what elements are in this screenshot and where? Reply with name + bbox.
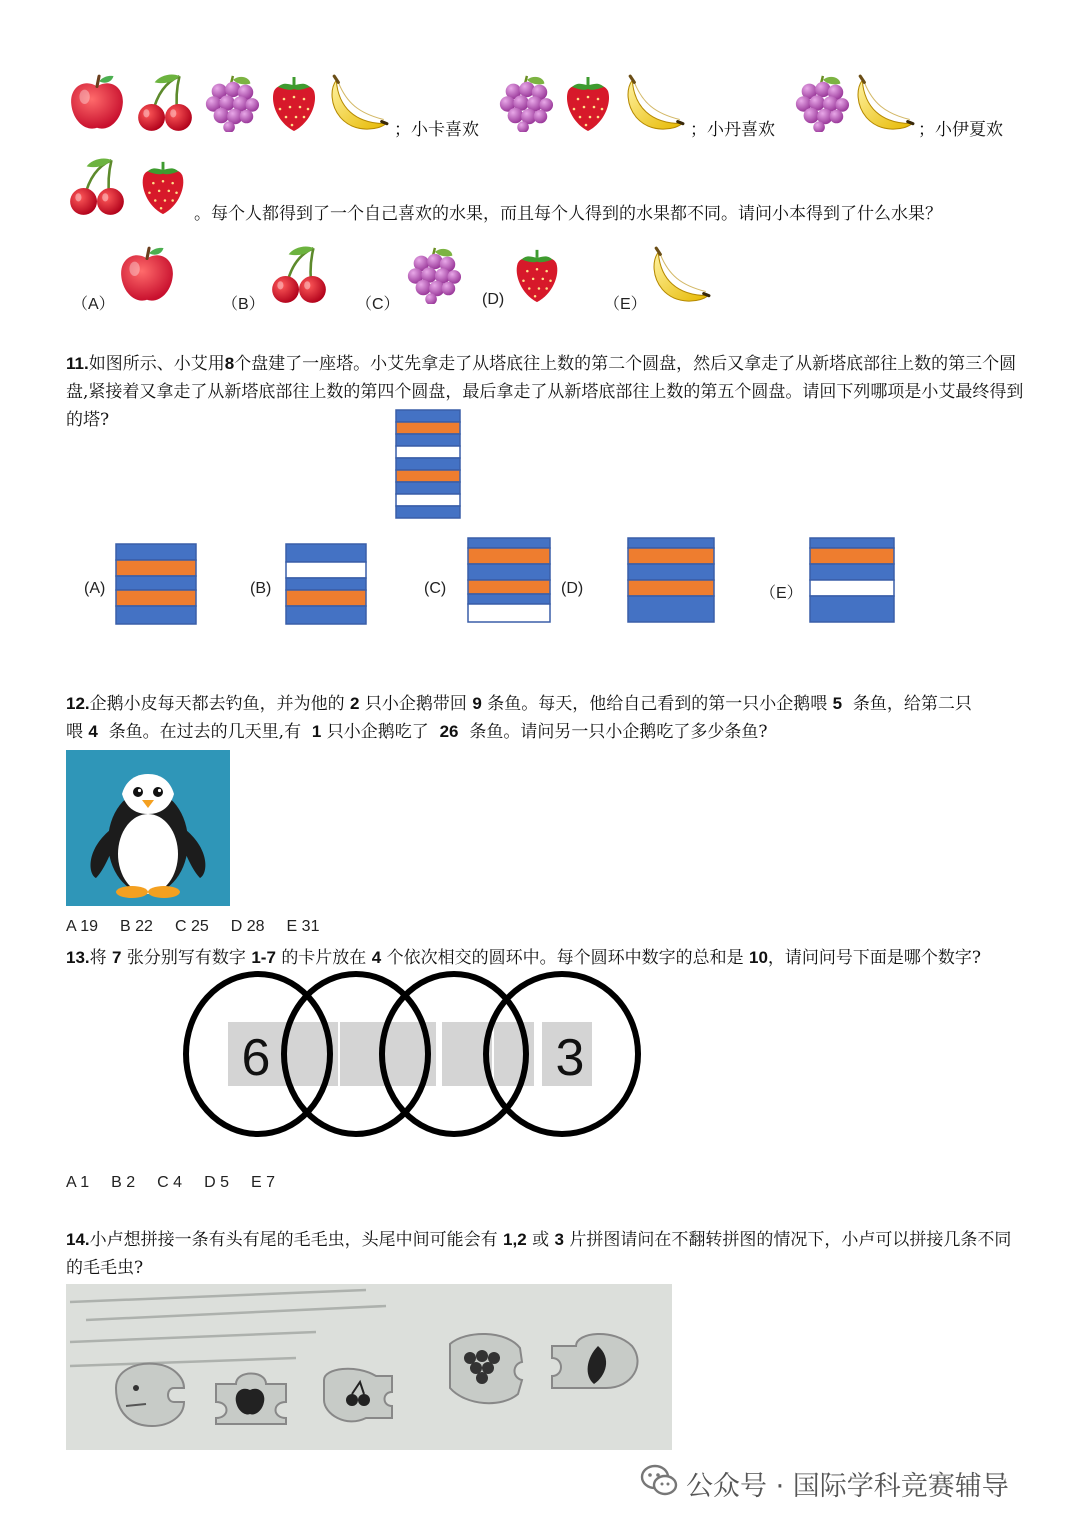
grape-icon bbox=[206, 76, 259, 133]
strawberry-icon bbox=[143, 162, 184, 214]
tower-option-b bbox=[286, 544, 366, 624]
liked-label-xiaodan: ；小丹喜欢 bbox=[690, 120, 775, 140]
footer-account: 公众号 · 国际学科竞赛辅导 bbox=[686, 1471, 1009, 1502]
grape-icon bbox=[796, 76, 849, 133]
q12-question: 12.企鹅小皮每天都去钓鱼，并为他的 2 只小企鹅带回 9 条鱼。每天，他给自己看到的第一只小企鹅喂 5 条鱼，给第二只喂 4 条鱼。在过去的几天里,有 1 只小企鹅吃了 26 条鱼。请问另一只小企鹅吃了多少条鱼? bbox=[66, 694, 972, 742]
ring-right-number: 3 bbox=[555, 1029, 585, 1087]
banana-icon bbox=[332, 76, 387, 129]
liked-label-xiaoka: ；小卡喜欢 bbox=[394, 120, 479, 140]
q13-answer-b: B 2 bbox=[111, 1174, 136, 1191]
q13-answer-a: A 1 bbox=[66, 1174, 90, 1191]
q11-question: 11.如图所示、小艾用8个盘建了一座塔。小艾先拿走了从塔底往上数的第二个圆盘，然后又拿走了从新塔底部往上数的第三个圆盘,紧接着又拿走了从新塔底部往上数的第四个圆盘，最后拿走了从新塔底部往上数的第五个圆盘。请回下列哪项是小艾最终得到的塔? bbox=[66, 354, 1024, 430]
q11-option-e-label: （E） bbox=[760, 585, 803, 602]
q13-answers bbox=[66, 1174, 297, 1192]
q10-option-c-label: （C） bbox=[356, 296, 400, 313]
cherry-icon bbox=[138, 74, 192, 130]
ring-left-number: 6 bbox=[241, 1029, 271, 1087]
q12-answer-b: B 22 bbox=[120, 918, 153, 935]
tower-option-a bbox=[116, 544, 196, 624]
q12-number: 12. bbox=[66, 694, 90, 713]
banana-icon bbox=[858, 76, 913, 129]
apple-icon bbox=[71, 76, 123, 129]
q12-answers bbox=[66, 918, 341, 936]
option-a-apple-icon bbox=[121, 248, 173, 301]
liked-label-xiaoyi: ；小伊夏欢 bbox=[918, 120, 1003, 140]
wechat-icon bbox=[640, 1464, 678, 1498]
q11-number: 11. bbox=[66, 354, 89, 373]
strawberry-icon bbox=[567, 77, 609, 131]
option-e-banana-icon bbox=[654, 248, 709, 301]
q13-answer-e: E 7 bbox=[250, 1174, 275, 1191]
banana-icon bbox=[628, 76, 683, 129]
tower-diagram bbox=[0, 400, 1080, 640]
grape-icon bbox=[500, 76, 553, 133]
q14-number: 14. bbox=[66, 1230, 90, 1249]
q10-option-a-label: （A） bbox=[72, 296, 115, 313]
q12-answer-a: A 19 bbox=[66, 918, 99, 935]
q12-answer-d: D 28 bbox=[230, 918, 265, 935]
q10-option-e-label: （E） bbox=[604, 296, 647, 313]
q11-option-a-label: (A) bbox=[84, 580, 106, 597]
q10-option-b-label: （B） bbox=[222, 296, 265, 313]
q10-option-d-label: (D) bbox=[482, 291, 505, 308]
original-tower bbox=[396, 410, 460, 518]
tower-option-c bbox=[468, 538, 550, 622]
cherry-icon bbox=[70, 158, 124, 214]
q13-question: 13.将 7 张分别写有数字 1-7 的卡片放在 4 个依次相交的圆环中。每个圆环中数字的总和是 10，请问问号下面是哪个数字? bbox=[66, 948, 982, 968]
q10-question: 。每个人都得到了一个自己喜欢的水果，而且每个人得到的水果都不同。请问小本得到了什么水果？ bbox=[194, 204, 942, 224]
option-d-strawberry-icon bbox=[517, 250, 558, 302]
fruit-illustrations bbox=[0, 0, 1080, 320]
tower-option-e bbox=[810, 538, 894, 622]
q13-number: 13. bbox=[66, 948, 90, 967]
q12-answer-c: C 25 bbox=[174, 918, 209, 935]
option-b-cherry-icon bbox=[272, 246, 326, 302]
q11-option-d-label: (D) bbox=[561, 580, 584, 597]
option-c-grape-icon bbox=[408, 248, 461, 305]
q14-question: 14.小卢想拼接一条有头有尾的毛毛虫，头尾中间可能会有 1,2 或 3 片拼图请问在不翻转拼图的情况下，小卢可以拼接几条不同的毛毛虫? bbox=[66, 1230, 1012, 1278]
strawberry-icon bbox=[273, 77, 315, 131]
tower-option-d bbox=[628, 538, 714, 622]
q11-option-c-label: (C) bbox=[424, 580, 447, 597]
penguin-illustration bbox=[66, 750, 230, 906]
q13-answer-c: C 4 bbox=[157, 1174, 183, 1191]
q13-answer-d: D 5 bbox=[204, 1174, 229, 1191]
q11-option-b-label: (B) bbox=[250, 580, 272, 597]
caterpillar-puzzle-photo bbox=[66, 1284, 672, 1450]
q12-answer-e: E 31 bbox=[286, 918, 320, 935]
